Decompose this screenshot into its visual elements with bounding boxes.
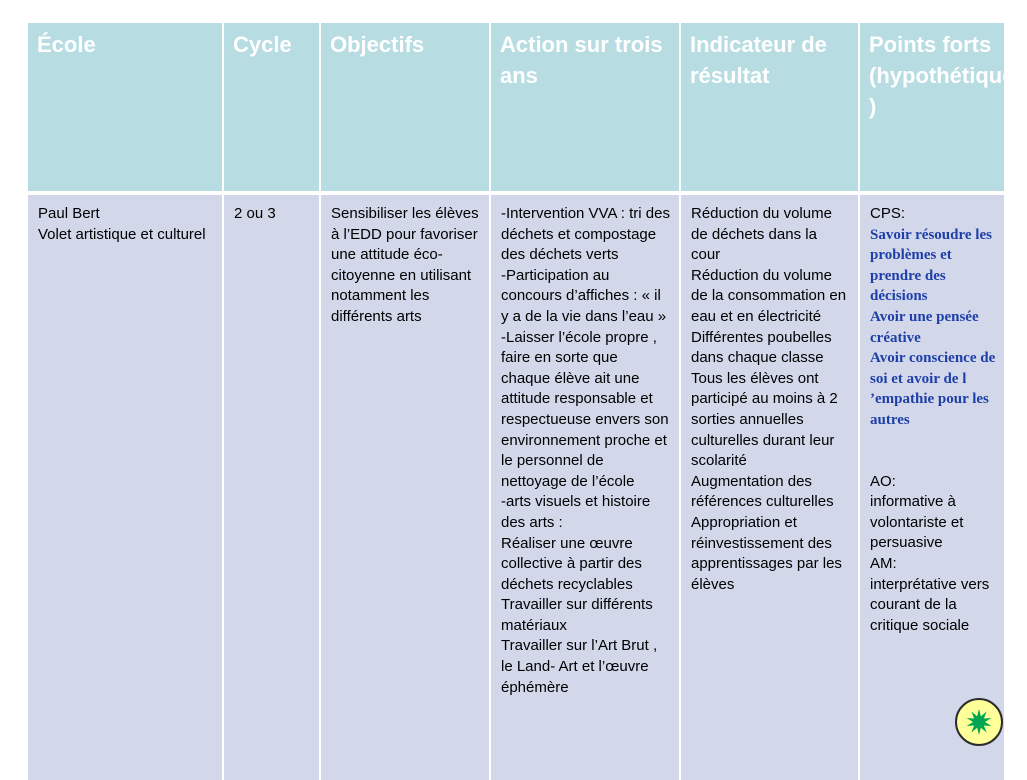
header-action: Action sur trois ans bbox=[490, 23, 680, 193]
cps-label: CPS: bbox=[870, 205, 906, 222]
cell-cycle bbox=[223, 193, 320, 780]
cell-action bbox=[490, 193, 680, 780]
am-label: AM: bbox=[870, 554, 897, 572]
action-line: -Intervention VVA : tri des déchets et compostage des déchets verts bbox=[501, 205, 675, 264]
ao-text: informative à volontariste et persuasive bbox=[870, 493, 968, 552]
school-name: Paul Bert bbox=[38, 205, 100, 222]
cell-objectifs bbox=[320, 193, 490, 780]
cycle-value: 2 ou 3 bbox=[234, 205, 276, 222]
indicateur-line: Augmentation des références culturelles bbox=[691, 472, 834, 511]
header-indicateur: Indicateur de résultat bbox=[680, 23, 859, 193]
action-line: -arts visuels et histoire des arts : bbox=[501, 493, 655, 531]
header-points-forts: Points forts (hypothétiques ) bbox=[859, 23, 1004, 193]
school-volet: Volet artistique et culturel bbox=[38, 225, 206, 243]
header-ecole: École bbox=[28, 23, 223, 193]
header-objectifs: Objectifs bbox=[320, 23, 490, 193]
cell-indicateur bbox=[680, 193, 859, 780]
action-line: Travailler sur l’Art Brut , le Land- Art et l’œuvre éphémère bbox=[501, 637, 662, 696]
cps-item: Avoir une pensée créative bbox=[870, 308, 983, 346]
cps-item: Avoir conscience de soi et avoir de l ’empathie pour les autres bbox=[870, 350, 1000, 428]
action-line: Réaliser une œuvre collective à partir des déchets recyclables bbox=[501, 534, 647, 593]
indicateur-line: Réduction du volume de déchets dans la cour bbox=[691, 205, 837, 264]
table-row bbox=[28, 193, 1004, 780]
cell-points-forts bbox=[859, 193, 1004, 780]
project-table-container bbox=[28, 23, 1027, 768]
am-text: interprétative vers courant de la critique sociale bbox=[870, 575, 994, 634]
nav-action-button[interactable] bbox=[955, 698, 1003, 746]
ao-label: AO: bbox=[870, 472, 896, 490]
indicateur-line: Différentes poubelles dans chaque classe bbox=[691, 328, 836, 367]
header-cycle: Cycle bbox=[223, 23, 320, 193]
action-line: -Laisser l’école propre , faire en sorte que chaque élève ait une attitude responsable et respectueuse envers son environnement proche et le personnel de nettoyage de l’école bbox=[501, 328, 673, 490]
indicateur-line: Appropriation et réinvestissement des apprentissages par les élèves bbox=[691, 513, 847, 593]
indicateur-line: Réduction du volume de la consommation en eau et en électricité bbox=[691, 266, 851, 325]
objectifs-text: Sensibiliser les élèves à l’EDD pour favoriser une attitude éco-citoyenne en utilisant notamment les différents arts bbox=[331, 205, 487, 325]
action-line: Travailler sur différents matériaux bbox=[501, 596, 657, 634]
project-table bbox=[28, 23, 1027, 780]
indicateur-line: Tous les élèves ont participé au moins à 2 sorties annuelles culturelles durant leur scolarité bbox=[691, 369, 842, 470]
header-row bbox=[28, 23, 1004, 193]
star-burst-icon bbox=[964, 707, 994, 737]
cps-item: Savoir résoudre les problèmes et prendre des décisions bbox=[870, 226, 996, 305]
spacer bbox=[870, 431, 996, 472]
cell-ecole bbox=[28, 193, 223, 780]
action-line: -Participation au concours d’affiches : « il y a de la vie dans l’eau » bbox=[501, 266, 667, 325]
